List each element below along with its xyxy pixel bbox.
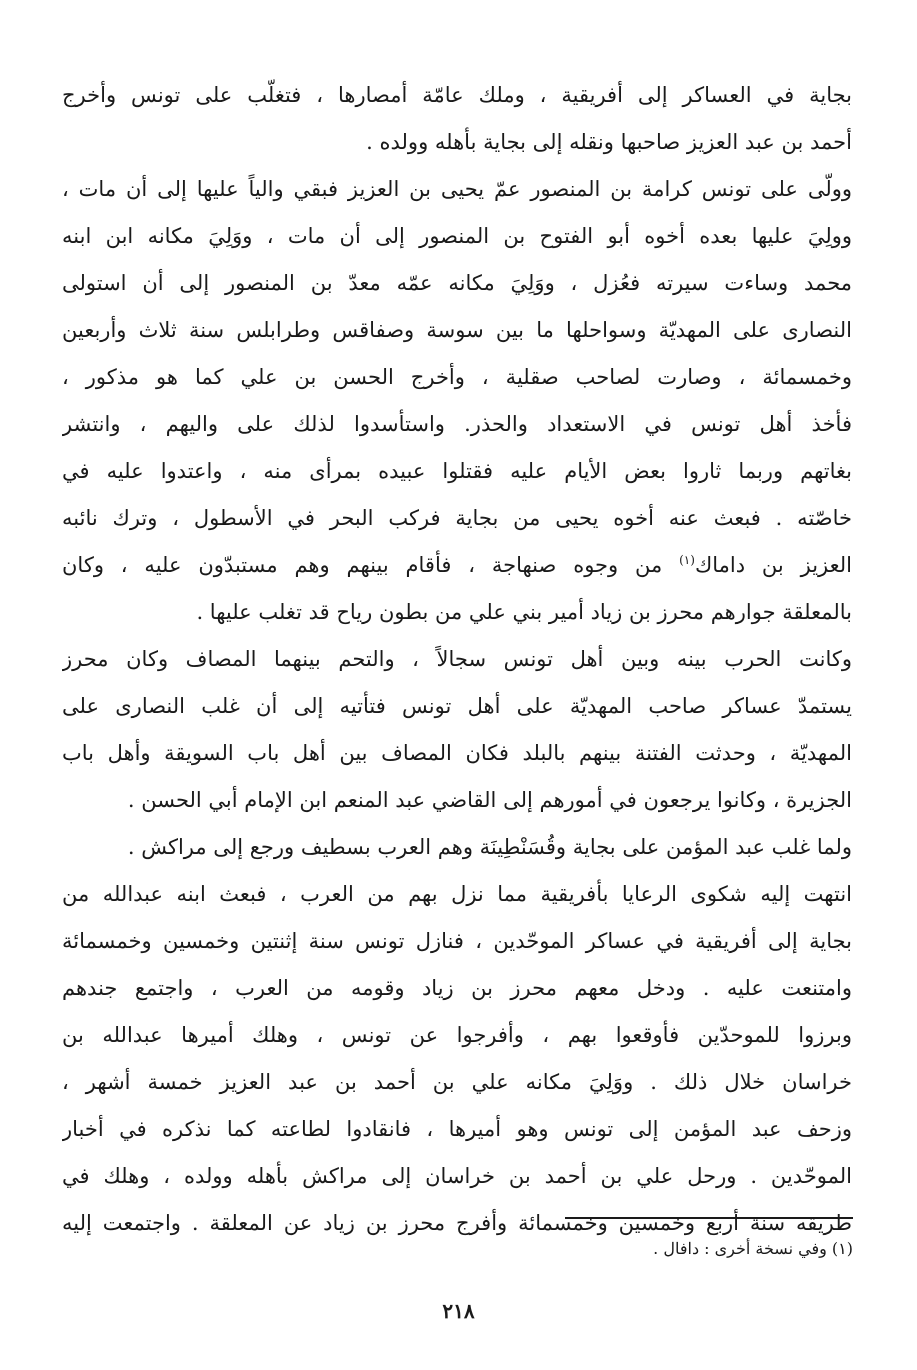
text-line: النصارى على المهديّة وسواحلها ما بين سوسة وصفاقس وطرابلس سنة ثلاث وأربعين xyxy=(62,318,852,342)
text-line: خراسان خلال ذلك . ووَلِيَ مكانه علي بن أحمد بن عبد العزيز خمسة أشهر ، xyxy=(62,1070,852,1094)
text-line: طريقه سنة أربع وخمسين وخمسمائة وأفرج محرز بن زياد عن المعلقة . واجتمعت إليه xyxy=(62,1211,852,1235)
text-line: وولِيَ عليها بعده أخوه أبو الفتوح بن المنصور إلى أن مات ، ووَلِيَ مكانه ابن ابنه xyxy=(62,224,852,248)
text-line: بالمعلقة جوارهم محرز بن زياد أمير بني علي من بطون رياح قد تغلب عليها . xyxy=(196,600,852,624)
text-line: وبرزوا للموحدّين فأوقعوا بهم ، وأفرجوا عن تونس ، وهلك أميرها عبدالله بن xyxy=(62,1023,852,1047)
text-line: وامتنعت عليه . ودخل معهم محرز بن زياد وقومه من العرب ، واجتمع جندهم xyxy=(62,976,852,1000)
text-line: وولّى على تونس كرامة بن المنصور عمّ يحيى بن العزيز فبقي والياً عليها إلى أن مات ، xyxy=(62,177,852,201)
page-number: ٢١٨ xyxy=(442,1299,475,1323)
text-line: بجاية إلى أفريقية في عساكر الموحّدين ، فنازل تونس سنة إثنتين وخمسين وخمسمائة xyxy=(62,929,852,953)
text-line: انتهت إليه شكوى الرعايا بأفريقية مما نزل بهم من العرب ، فبعث ابنه عبدالله من xyxy=(62,882,852,906)
text-line: يستمدّ عساكر صاحب المهديّة على أهل تونس فتأتيه إلى أن غلب النصارى على xyxy=(62,694,852,718)
footnote-marker: (١) xyxy=(679,553,695,567)
text-line: المهديّة ، وحدثت الفتنة بينهم بالبلد فكان المصاف بين أهل باب السويقة وأهل باب xyxy=(62,741,852,765)
text-line: وكانت الحرب بينه وبين أهل تونس سجالاً ، والتحم بينهما المصاف وكان محرز xyxy=(62,647,852,671)
text-line: الجزيرة ، وكانوا يرجعون في أمورهم إلى القاضي عبد المنعم ابن الإمام أبي الحسن . xyxy=(127,788,852,812)
footnote: (١) وفي نسخة أخرى : دافال . xyxy=(653,1239,853,1258)
text-segment: العزيز بن داماك xyxy=(694,553,852,577)
text-line: فأخذ أهل تونس في الاستعداد والحذر. واستأسدوا لذلك على واليهم ، وانتشر xyxy=(62,412,852,436)
text-line: الموحّدين . ورحل علي بن أحمد بن خراسان إلى مراكش بأهله وولده ، وهلك في xyxy=(62,1164,852,1188)
text-line: وزحف عبد المؤمن إلى تونس وهو أميرها ، فانقادوا لطاعته كما نذكره في أخبار xyxy=(62,1117,852,1141)
main-text xyxy=(62,72,852,1247)
text-line: محمد وساءت سيرته فعُزل ، ووَلِيَ مكانه عمّه معدّ بن المنصور إلى أن استولى xyxy=(62,271,852,295)
text-line xyxy=(62,542,852,589)
footnote-divider xyxy=(565,1217,853,1219)
text-line: وخمسمائة ، وصارت لصاحب صقلية ، وأخرج الحسن بن علي كما هو مذكور ، xyxy=(62,365,852,389)
text-segment: من وجوه صنهاجة ، فأقام بينهم وهم مستبدّون عليه ، وكان xyxy=(62,553,663,577)
text-line: بغاتهم وربما ثاروا بعض الأيام عليه فقتلوا عبيده بمرأى منه ، واعتدوا عليه في xyxy=(62,459,852,483)
text-line: أحمد بن عبد العزيز صاحبها ونقله إلى بجاية بأهله وولده . xyxy=(366,130,852,154)
text-line: بجاية في العساكر إلى أفريقية ، وملك عامّة أمصارها ، فتغلّب على تونس وأخرج xyxy=(62,83,852,107)
text-line: ولما غلب عبد المؤمن على بجاية وقُسَنْطِينَة وهم العرب بسطيف ورجع إلى مراكش . xyxy=(127,835,852,859)
text-line: خاصّته . فبعث عنه أخوه يحيى من بجاية فركب البحر في الأسطول ، وترك نائبه xyxy=(62,506,852,530)
